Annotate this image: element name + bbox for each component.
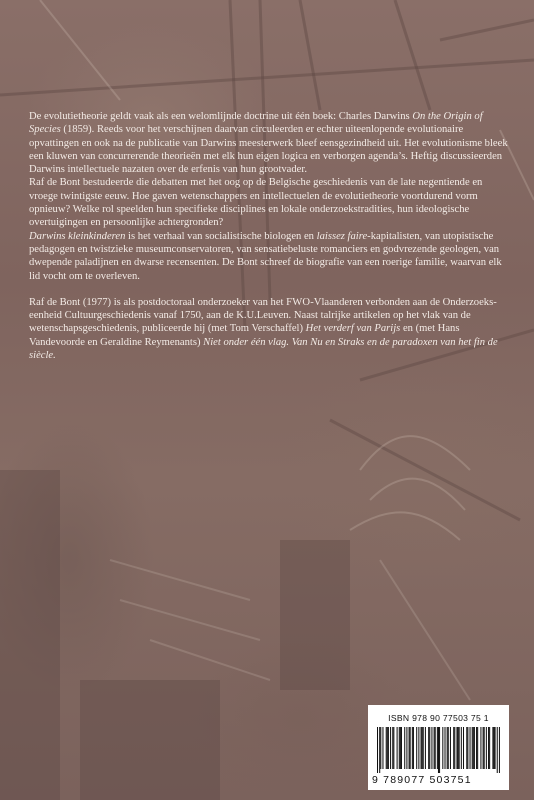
barcode-bar: [435, 727, 436, 769]
barcode-bar: [448, 727, 449, 769]
barcode-bar: [444, 727, 445, 769]
barcode-bar: [477, 727, 478, 769]
barcode-icon: [377, 727, 500, 773]
barcode-bar: [409, 727, 410, 769]
barcode-bar: [474, 727, 475, 769]
book-title-niet-onder: Niet onder één vlag. Van Nu en Straks en de paradoxen van het fin de siècle.: [29, 336, 498, 362]
barcode-bar: [442, 727, 443, 769]
barcode-digits: 9 789077 503751: [372, 774, 472, 786]
barcode-bar: [486, 727, 487, 769]
barcode-bar: [454, 727, 455, 769]
barcode-bar: [456, 727, 457, 769]
isbn-number: ISBN 978 90 77503 75 1: [388, 713, 489, 723]
barcode-bar: [437, 727, 438, 769]
barcode-bar: [483, 727, 484, 769]
barcode-bar: [463, 727, 464, 769]
barcode-bar: [422, 727, 423, 769]
barcode-bar: [466, 727, 467, 769]
barcode-bar: [492, 727, 493, 769]
barcode-bar: [397, 727, 398, 769]
barcode-bar: [473, 727, 474, 769]
barcode-bar: [401, 727, 402, 769]
barcode-bar: [425, 727, 426, 769]
barcode-bar: [386, 727, 387, 769]
barcode-bar: [392, 727, 393, 769]
barcode-bar: [428, 727, 429, 769]
barcode-bar: [439, 727, 440, 773]
barcode-bar: [382, 727, 383, 769]
barcode-bar: [458, 727, 459, 769]
barcode-bar: [410, 727, 411, 769]
author-bio-paragraph: Raf de Bont (1977) is als postdoctoraal onderzoeker van het FWO-Vlaanderen verbonden aan de Onderzoeks-eenheid Cultuurgeschiedenis vanaf 1750, aan de K.U.Leuven. Naast talrijke artikelen op het vlak van de wetenschapsgeschiedenis, publiceerde hij (met Tom Verschaffel) Het verderf van Parijs en (met Hans Vandevoorde en Geraldine Reymenants) Niet onder één vlag. Van Nu en Straks en de paradoxen van het fin de siècle.: [29, 296, 498, 362]
barcode-bar: [499, 727, 500, 773]
barcode-bar: [476, 727, 477, 769]
barcode-bar: [377, 727, 378, 773]
barcode-bar: [488, 727, 489, 769]
research-paragraph: Raf de Bont bestudeerde die debatten met het oog op de Belgische geschiedenis van de late negentiende en vroege twintigste eeuw. Hoe gaven wetenschappers en intellectuelen de evolutietheorie voortdurend vorm opnieuw? Welke rol speelden hun specifieke disciplines en lokale onderzoekstradities, hun ideologische overtuigingen en persoonlijke achtergronden?: [29, 177, 483, 229]
intro-paragraph: De evolutietheorie geldt vaak als een welomlijnde doctrine uit één boek: Charles Darwins On the Origin of Species (1859). Reeds voor het verschijnen daarvan circuleerden er echter uiteenlopende evolutionaire opvattingen en ook na de publicatie van Darwins meesterwerk bleef eensgezindheid uit. Het evolutionisme bleek een kluwen van concurrerende theorieën met elk hun eigen logica en verborgen agenda’s. Heftig discussieerden Darwins intellectuele nazaten over de erfenis van hun grootvader.: [29, 111, 508, 176]
barcode-bar: [404, 727, 405, 769]
barcode-bar: [459, 727, 460, 769]
origin-of-species-title: On the Origin of Species: [29, 111, 483, 136]
barcode-bar: [390, 727, 391, 769]
barcode-bar: [388, 727, 389, 769]
book-summary-paragraph: Darwins kleinkinderen is het verhaal van socialistische biologen en laissez faire-kapitalisten, van utopistische pedagogen en twistzieke museumconservatoren, van sensatiebeluste romanciers en godvrezende geologen, van dwepende paladijnen en dwarse recensenten. De Bont schreef de biografie van een roerige familie, waarvan elk lid vocht om te overleven.: [29, 230, 502, 282]
book-title-verderf: Het verderf van Parijs: [305, 323, 401, 335]
barcode-bar: [399, 727, 400, 769]
back-cover-text: [29, 110, 511, 362]
barcode-bar: [418, 727, 419, 769]
barcode-bar: [453, 727, 454, 769]
barcode-bar: [413, 727, 414, 769]
barcode-bar: [387, 727, 388, 769]
barcode-bar: [495, 727, 496, 769]
barcode-bar: [380, 727, 381, 769]
book-title: Darwins kleinkinderen: [29, 230, 126, 242]
barcode-bar: [400, 727, 401, 769]
barcode-bar: [480, 727, 481, 769]
barcode-bar: [416, 727, 417, 769]
barcode-bar: [406, 727, 407, 769]
barcode-bar: [412, 727, 413, 769]
paragraph-gap: [29, 283, 511, 296]
barcode-bar: [423, 727, 424, 769]
barcode-bar: [379, 727, 380, 773]
barcode-bar: [450, 727, 451, 769]
barcode-bar: [467, 727, 468, 769]
barcode-bar: [472, 727, 473, 769]
barcode-bar: [461, 727, 462, 769]
barcode-bar: [431, 727, 432, 769]
barcode-bar: [484, 727, 485, 769]
barcode-bar: [434, 727, 435, 769]
barcode-bar: [489, 727, 490, 769]
barcode-bar: [447, 727, 448, 769]
barcode-bar: [393, 727, 394, 769]
barcode-bar: [470, 727, 471, 769]
barcode-bar: [497, 727, 498, 773]
barcode-label: [368, 705, 509, 790]
barcode-bar: [438, 727, 439, 773]
barcode-bar: [493, 727, 494, 769]
barcode-bar: [429, 727, 430, 769]
barcode-bar: [421, 727, 422, 769]
